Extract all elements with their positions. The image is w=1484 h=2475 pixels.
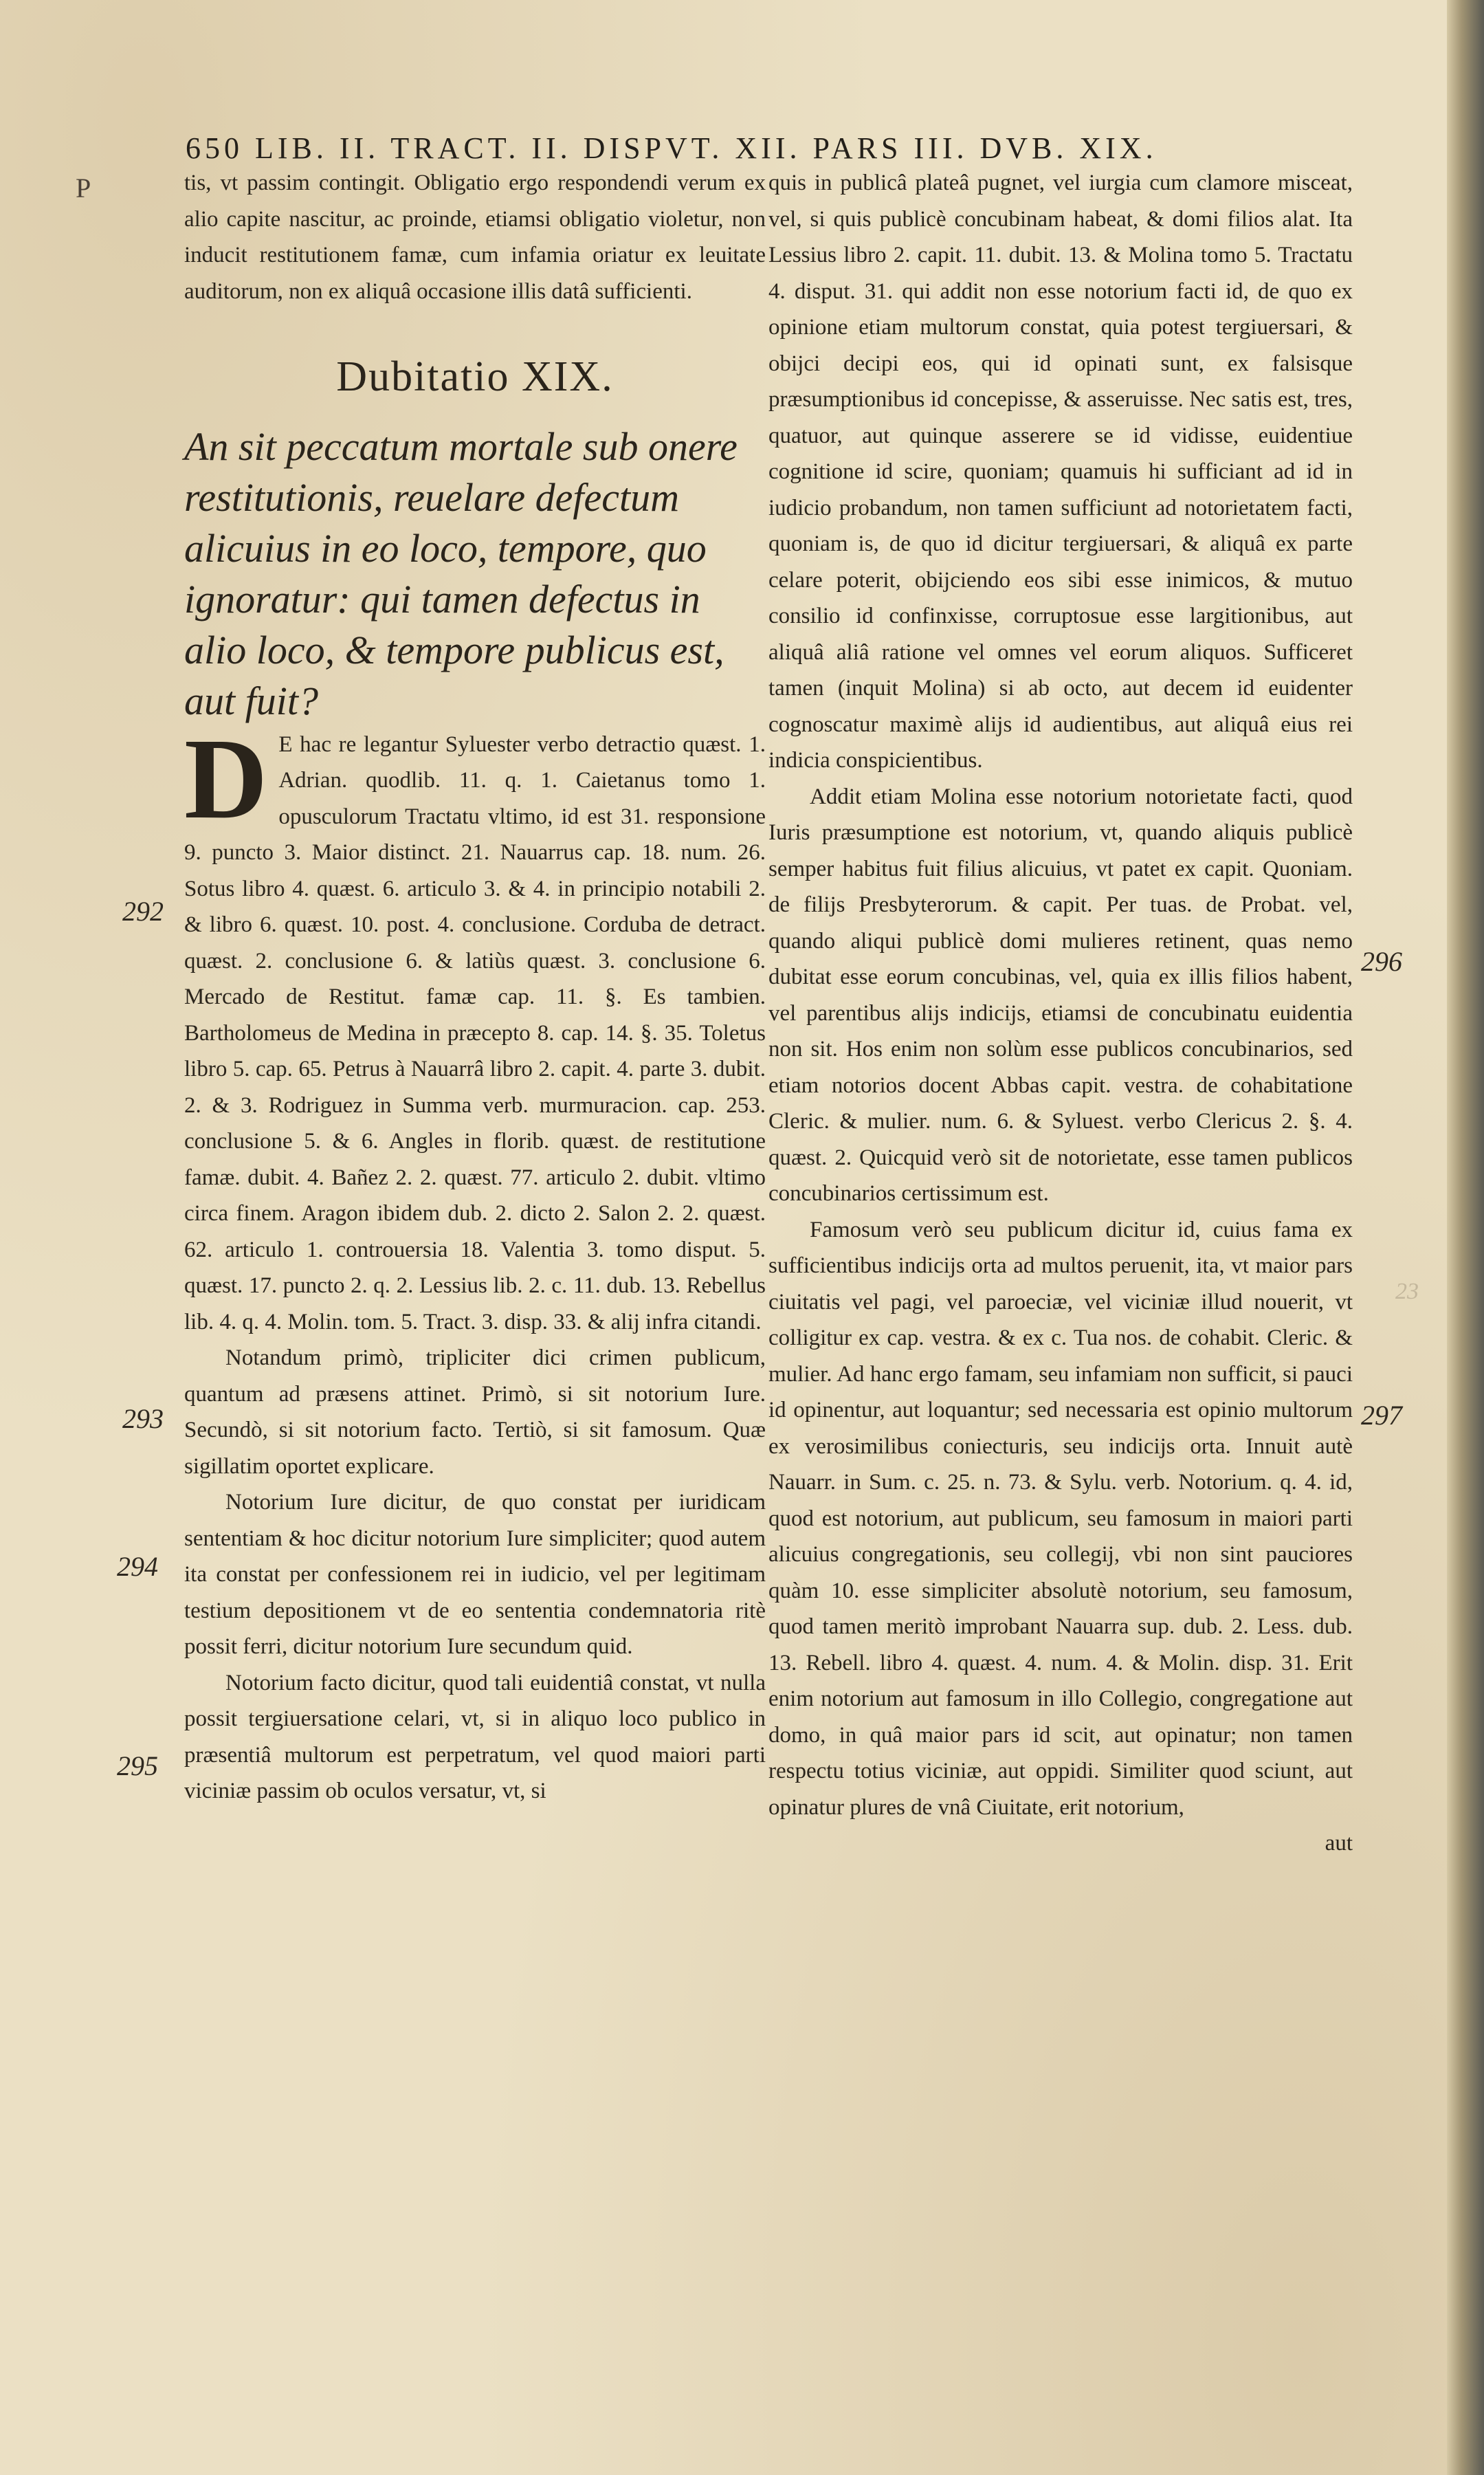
drop-cap-initial: D	[184, 714, 268, 843]
catchword: aut	[1325, 1831, 1353, 1856]
pencil-mark: P	[76, 173, 91, 204]
margin-number-297: 297	[1361, 1400, 1402, 1431]
paragraph-292-text: E hac re legantur Syluester verbo detractio quæst. 1. Adrian. quodlib. 11. q. 1. Caietanus tomo 1. opusculorum Tractatu vltimo, id est 31. responsione 9. puncto 3. Maior distinct. 21. Nauarrus cap. 18. num. 26. Sotus libro 4. quæst. 6. articulo 3. & 4. in principio notabili 2. & libro 6. quæst. 10. post. 4. conclusione. Corduba de detract. quæst. 2. conclusione 6. & latiùs quæst. 3. conclusione 6. Mercado de Restitut. famæ cap. 11. §. Es tambien. Bartholomeus de Medina in præcepto 8. cap. 14. §. 35. Toletus libro 5. cap. 65. Petrus à Nauarrâ libro 2. capit. 4. parte 3. dubit. 2. & 3. Rodriguez in Summa verb. murmuracion. cap. 253. conclusione 5. & 6. Angles in florib. quæst. de restitutione famæ. dubit. 4. Bañez 2. 2. quæst. 77. articulo 2. dubit. vltimo circa finem. Aragon ibidem dub. 2. dicto 2. Salon 2. 2. quæst. 62. articulo 1. controuersia 18. Valentia 3. tomo disput. 5. quæst. 17. puncto 2. q. 2. Lessius lib. 2. c. 11. dub. 13. Rebellus lib. 4. q. 4. Molin. tom. 5. Tract. 3. disp. 33. & alij infra citandi.	[184, 732, 766, 1334]
right-column	[768, 165, 1353, 1862]
opening-paragraph: tis, vt passim contingit. Obligatio ergo respondendi verum ex alio capite nascitur, ac proinde, etiamsi obligatio violetur, non inducit restitutionem famæ, cum infamia oriatur ex leuitate auditorum, non ex aliquâ occasione illis datâ sufficienti.	[184, 170, 766, 304]
left-column	[184, 165, 766, 1810]
paragraph-292	[184, 714, 766, 1341]
dubitatio-heading: Dubitatio XIX.	[336, 353, 614, 400]
paragraph-297: Famosum verò seu publicum dicitur id, cuius fama ex sufficientibus indicijs orta ad multos peruenit, ita, vt maior pars ciuitatis vel pagi, vel paroeciæ, vel viciniæ illud nouerit, vt colligitur ex cap. vestra. & ex c. Tua nos. de cohabit. Cleric. & mulier. Ad hanc ergo famam, seu infamiam non sufficit, si pauci id opinentur, aut loquantur; sed necessaria est opinio multorum ex verosimilibus coniecturis, seu indicijs orta. Innuit autè Nauarr. in Sum. c. 25. n. 73. & Sylu. verb. Notorium. q. 4. id, quod est notorium, aut publicum, seu famosum in maiori parti alicuius congregationis, seu collegij, vbi non sint pauciores quàm 10. esse simpliciter absolutè notorium, seu famosum, quod tamen meritò improbant Nauarra sup. dub. 2. Less. dub. 13. Rebell. libro 4. quæst. 4. num. 4. & Molin. disp. 31. Erit enim notorium aut famosum in illo Collegio, congregatione aut domo, in quâ maior pars id scit, aut opinatur; non tamen respectu totius viciniæ, aut oppidi. Similiter quod sciunt, aut opinatur plures de vnâ Ciuitate, erit notorium,	[768, 1217, 1353, 1820]
paragraph-294: Notorium Iure dicitur, de quo constat per iuridicam sententiam & hoc dicitur notorium Iure simpliciter; quod autem ita constat per confessionem rei in iudicio, vel per legitimam testium depositionem vt de eo sententia condemnatoria ritè possit ferri, dicitur notorium Iure secundum quid.	[184, 1490, 766, 1659]
page-gutter	[1447, 0, 1484, 2475]
paragraph-continuation: quis in publicâ plateâ pugnet, vel iurgia cum clamore misceat, vel, si quis publicè concubinam habeat, & domi filios alat. Ita Lessius libro 2. capit. 11. dubit. 13. & Molina tomo 5. Tractatu 4. disput. 31. qui addit non esse notorium facti id, de quo ex opinione etiam multorum constat, quia potest tergiuersari, & obijci decipi eos, qui id opinati sunt, ex falsisque præsumptionibus id concepisse, & asseruisse. Nec satis est, tres, quatuor, aut quinque asserere se id vidisse, euidentiue cognitione id scire, quoniam; quamuis hi sufficiant ad id in iudicio probandum, non tamen sufficiunt ad notorietatem facti, quoniam is, de quo id dicitur tergiuersari, & aliquâ ex parte celare poterit, obijciendo eos sibi esse inimicos, & mutuo consilio id confinxisse, corruptosue esse largitionibus, aut aliquâ aliâ ratione vel omnes vel eorum aliquos. Sufficeret tamen (inquit Molina) si ab octo, aut decem id euidenter cognoscatur maximè alijs id audientibus, aut aliquâ eius rei indicia conspicientibus.	[768, 170, 1353, 773]
margin-number-296: 296	[1361, 946, 1402, 977]
margin-number-292: 292	[122, 896, 164, 927]
margin-number-294: 294	[117, 1551, 158, 1582]
paragraph-293: Notandum primò, tripliciter dici crimen publicum, quantum ad præsens attinet. Primò, si sit notorium Iure. Secundò, si sit notorium facto. Tertiò, si sit famosum. Quæ sigillatim oportet explicare.	[184, 1345, 766, 1479]
margin-number-295: 295	[117, 1750, 158, 1781]
bleed-through-mark: 23	[1395, 1279, 1419, 1304]
paragraph-295: Notorium facto dicitur, quod tali euidentiâ constat, vt nulla possit tergiuersatione celari, vt, si in aliquo loco publico in præsentiâ multorum est perpetratum, vel quod maiori parti viciniæ passim ob oculos versatur, vt, si	[184, 1670, 766, 1803]
running-head: 650 LIB. II. TRACT. II. DISPVT. XII. PARS III. DVB. XIX.	[186, 131, 1158, 165]
margin-number-293: 293	[122, 1403, 164, 1434]
question-paragraph: An sit peccatum mortale sub onere restitutionis, reuelare defectum alicuius in eo loco, tempore, quo ignoratur: qui tamen defectus in alio loco, & tempore publicus est, aut fuit?	[184, 424, 738, 723]
paragraph-296: Addit etiam Molina esse notorium notorietate facti, quod Iuris præsumptione est notorium, vt, quando aliquis publicè semper habitus fuit filius alicuius, vt patet ex capit. Quoniam. de filijs Presbyterorum. & capit. Per tuas. de Probat. vel, quando aliqui publicè domi mulieres retinent, quas nemo dubitat esse eorum concubinas, vel, quia ex illis filios habent, vel parentibus alijs indicijs, etiamsi de concubinatu euidentia non sit. Hos enim non solùm esse publicos concubinarios, sed etiam notorios docent Abbas capit. vestra. de cohabitatione Cleric. & mulier. num. 6. & Syluest. verbo Clericus 2. §. 4. quæst. 2. Quicquid verò sit de notorietate, esse tamen publicos concubinarios certissimum est.	[768, 784, 1353, 1206]
